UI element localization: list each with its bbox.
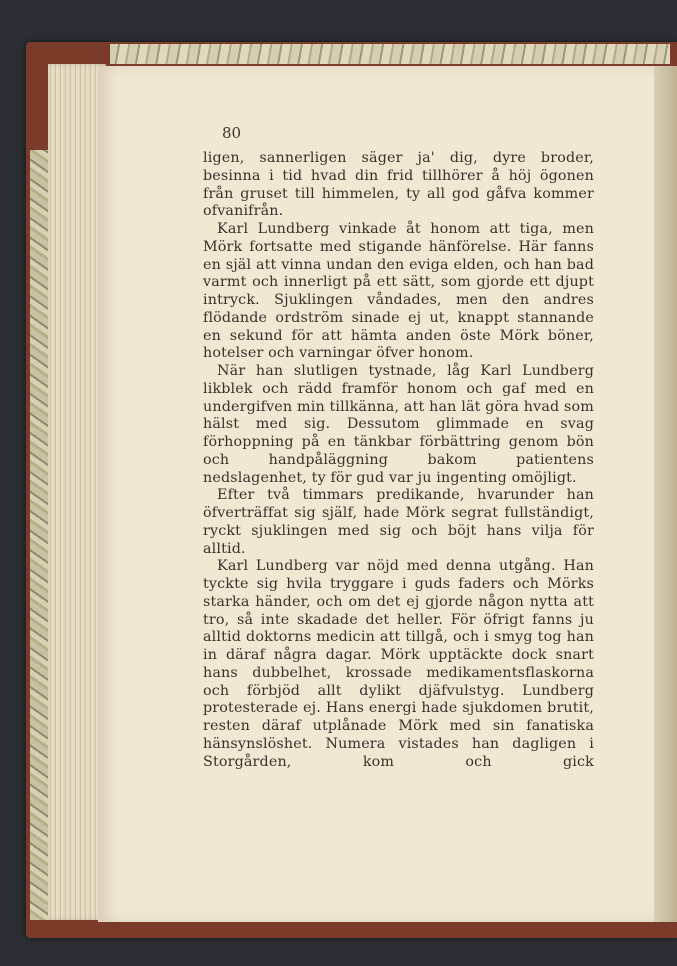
paragraph: Efter två timmars predikande, hvarunder han öfverträffat sig själf, hade Mörk segrat fullständigt, ryckt sjuklingen med sig och böjt hans vilja för alltid. bbox=[203, 487, 594, 557]
page-number: 80 bbox=[222, 124, 242, 142]
paragraph: Karl Lundberg vinkade åt honom att tiga, men Mörk fortsatte med stigande hänförelse. Här fanns en själ att vinna undan den eviga elden, och han bad varmt och innerligt på ett sätt, som gjorde ett djupt intryck. Sjuklingen våndades, men den andres flödande ordström sinade ej ut, knappt stannande en sekund för att hämta anden öste Mörk böner, hotelser och varningar öfver honom. bbox=[203, 221, 594, 362]
marbled-endpaper-top bbox=[110, 44, 670, 64]
paragraph: När han slutligen tystnade, låg Karl Lundberg likblek och rädd framför honom och gaf med en undergifven min tillkänna, att han lät göra hvad som hälst med sig. Dessutom glimmade en svag förhoppning på en tänkbar förbättring genom bön och handpåläggning bakom patientens nedslagenhet, ty för gud var ju ingenting omöjligt. bbox=[203, 363, 594, 486]
paragraph: Karl Lundberg var nöjd med denna utgång. Han tyckte sig hvila tryggare i guds faders och Mörks starka händer, och om det ej gjorde någon nytta att tro, så inte skadade det heller. För öfrigt fanns ju alltid doktorns medicin att tillgå, och i smyg tog han in däraf några dagar. Mörk upptäckte dock snart hans dubbelhet, krossade medikamentsflaskorna och förbjöd allt dylikt djäfvulstyg. Lundberg protesterade ej. Hans energi hade sjukdomen brutit, resten däraf utplånade Mörk med sin fanatiska hänsynslöshet. Numera vistades han dagligen i Storgården, kom och gick bbox=[203, 558, 594, 770]
paragraph: ligen, sannerligen säger ja' dig, dyre broder, besinna i tid hvad din frid tillhörer å höj ögonen från gruset till himmelen, ty all god gåfva kommer ofvanifrån. bbox=[203, 150, 594, 220]
body-text bbox=[203, 150, 594, 771]
next-page-edge bbox=[654, 66, 677, 922]
